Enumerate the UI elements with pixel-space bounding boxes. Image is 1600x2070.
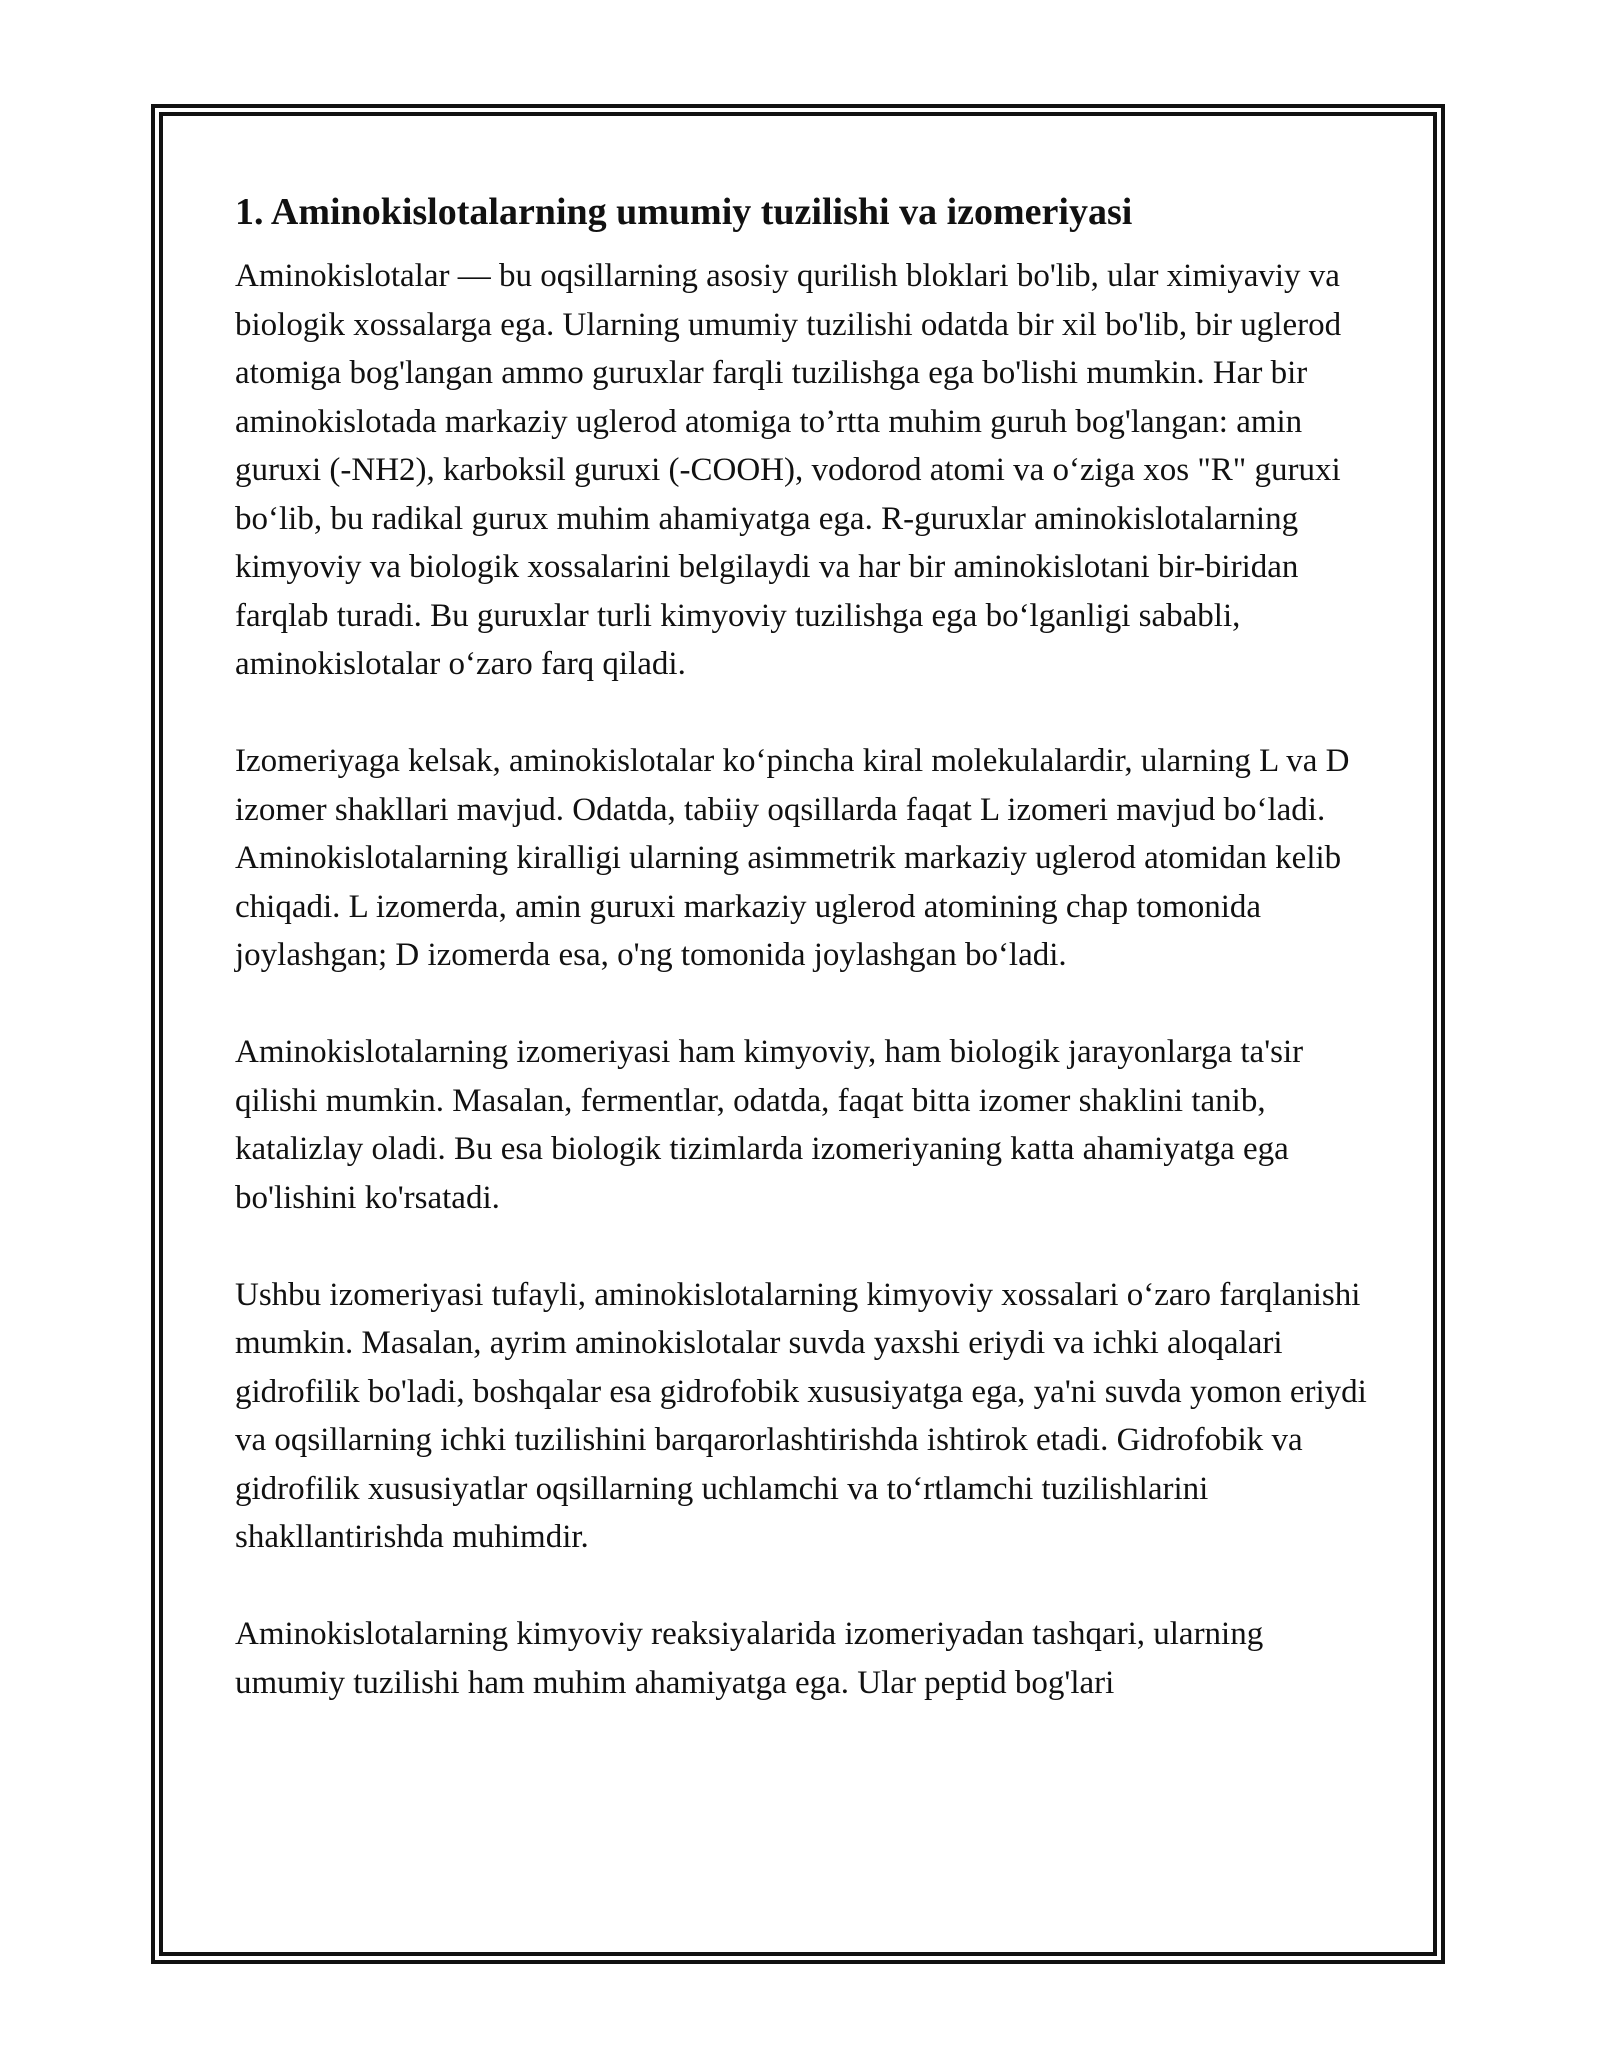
paragraph-reactions: Aminokislotalarning kimyoviy reaksiyalarida izomeriyadan tashqari, ularning umumiy tuzilishi ham muhim ahamiyatga ega. Ular peptid bog'lari xyxy=(235,1616,1264,1701)
paragraph-isomerism: Izomeriyaga kelsak, aminokislotalar ko‘pincha kiral molekulalardir, ularning L va D izomer shakllari mavjud. Odatda, tabiiy oqsillarda faqat L izomeri mavjud bo‘ladi. Aminokislotalarning kiralligi ularning asimmetrik markaziy uglerod atomidan kelib chiqadi. L izomerda, amin guruxi markaziy uglerod atomining chap tomonida joylashgan; D izomerda esa, o'ng tomonida joylashgan bo‘ladi. xyxy=(235,743,1350,973)
paragraph-properties: Ushbu izomeriyasi tufayli, aminokislotalarning kimyoviy xossalari o‘zaro farqlanishi mumkin. Masalan, ayrim aminokislotalar suvda yaxshi eriydi va ichki aloqalari gidrofilik bo'ladi, boshqalar esa gidrofobik xususiyatga ega, ya'ni suvda yomon eriydi va oqsillarning ichki tuzilishini barqarorlashtirishda ishtirok etadi. Gidrofobik va gidrofilik xususiyatlar oqsillarning uchlamchi va to‘rtlamchi tuzilishlarini shakllantirishda muhimdir. xyxy=(235,1276,1367,1555)
paragraph-biological-effect: Aminokislotalarning izomeriyasi ham kimyoviy, ham biologik jarayonlarga ta'sir qilishi mumkin. Masalan, fermentlar, odatda, faqat bitta izomer shaklini tanib, katalizlay oladi. Bu esa biologik tizimlarda izomeriyaning katta ahamiyatga ega bo'lishini ko'rsatadi. xyxy=(235,1034,1304,1216)
paragraph-structure: Aminokislotalar — bu oqsillarning asosiy qurilish bloklari bo'lib, ular ximiyaviy va biologik xossalarga ega. Ularning umumiy tuzilishi odatda bir xil bo'lib, bir uglerod atomiga bog'langan ammo guruxlar farqli tuzilishga ega bo'lishi mumkin. Har bir aminokislotada markaziy uglerod atomiga to’rtta muhim guruh bog'langan: amin guruxi (-NH2), karboksil guruxi (-COOH), vodorod atomi va o‘ziga xos "R" guruxi bo‘lib, bu radikal gurux muhim ahamiyatga ega. R-guruxlar aminokislotalarning kimyoviy va biologik xossalarini belgilaydi va har bir aminokislotani bir-biridan farqlab turadi. Bu guruxlar turli kimyoviy tuzilishga ega bo‘lganligi sababli, aminokislotalar o‘zaro farq qiladi. xyxy=(235,258,1342,682)
section-heading: 1. Aminokislotalarning umumiy tuzilishi va izomeriyasi xyxy=(235,191,1133,233)
document-body xyxy=(235,186,1375,1756)
